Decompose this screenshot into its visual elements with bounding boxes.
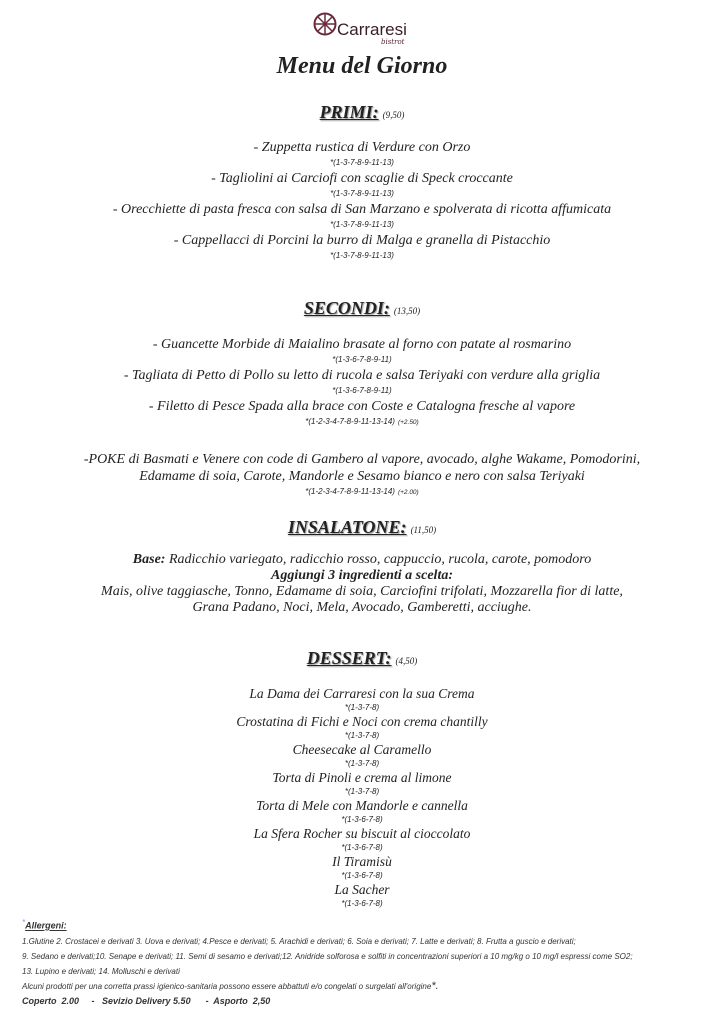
dish-name: - Tagliolini ai Carciofi con scaglie di Speck croccante bbox=[211, 171, 513, 186]
logo-name: Carraresi bbox=[337, 20, 407, 39]
secondi-heading bbox=[0, 298, 724, 319]
dish-name: Torta di Pinoli e crema al limone bbox=[272, 770, 452, 785]
dish-name: - Cappellacci di Porcini la burro di Malga e granella di Pistacchio bbox=[173, 233, 551, 248]
primi-list bbox=[0, 139, 724, 263]
section-title: SECONDI: bbox=[303, 298, 390, 318]
allergen-codes: *(1-3-6-7-8) bbox=[341, 815, 383, 824]
allergen-codes: *(1-3-7-8) bbox=[344, 787, 380, 796]
wheel-logo-icon bbox=[313, 12, 337, 36]
primi-heading bbox=[0, 102, 724, 123]
allergen-list: *(1-2-3-4-7-8-9-11-13-14) bbox=[305, 417, 395, 426]
allergen-footer bbox=[22, 915, 633, 1009]
dessert-list bbox=[0, 686, 724, 910]
secondi-list bbox=[0, 336, 724, 500]
allergen-codes: *(1-3-7-8-9-11-13) bbox=[330, 220, 394, 229]
base-line bbox=[133, 552, 591, 568]
allergen-codes: *(1-3-7-8-9-11-13) bbox=[330, 251, 394, 260]
allergen-codes: *(1-3-6-7-8) bbox=[341, 871, 383, 880]
allergen-codes: *(1-3-7-8) bbox=[344, 731, 380, 740]
dish-name: Torta di Mele con Mandorle e cannella bbox=[256, 798, 468, 813]
surcharge: (+2.50) bbox=[397, 419, 419, 426]
allergens-line-2: 9. Sedano e derivati;10. Senape e derivati; 11. Semi di sesamo e derivati;12. Anidride solforosa e solfiti in concentrazioni superiori a 10 mg/kg o 10 mg/l espressi come SO2; bbox=[22, 951, 633, 961]
page-title: Menu del Giorno bbox=[276, 53, 448, 79]
base-ingredients: Radicchio variegato, radicchio rosso, cappuccio, rucola, carote, pomodoro bbox=[168, 552, 592, 567]
dish-name: Crostatina di Fichi e Noci con crema chantilly bbox=[236, 714, 488, 729]
insalatone-details bbox=[0, 552, 724, 616]
section-title: INSALATONE: bbox=[287, 517, 407, 537]
allergen-codes: *(1-3-6-7-8-9-11) bbox=[332, 355, 392, 364]
allergen-codes: *(1-3-6-7-8) bbox=[341, 843, 383, 852]
allergens-line-1: 1.Glutine 2. Crostacei e derivati 3. Uova e derivati; 4.Pesce e derivati; 5. Arachidi e derivati; 6. Soia e derivati; 7. Latte e derivati; 8. Frutta a guscio e derivati; bbox=[22, 936, 576, 946]
base-label: Base: bbox=[132, 552, 166, 567]
allergen-codes: *(1-3-7-8) bbox=[344, 759, 380, 768]
allergen-codes: *(1-3-7-8-9-11-13) bbox=[330, 189, 394, 198]
dish-name: Il Tiramisù bbox=[332, 854, 392, 869]
note-asterisk: *. bbox=[431, 979, 439, 992]
allergens-heading: Allergeni: bbox=[25, 920, 67, 931]
add-options-1: Mais, olive taggiasche, Tonno, Edamame di soia, Carciofini trifolati, Mozzarella fior di latte, bbox=[101, 584, 623, 599]
section-price: (9,50) bbox=[382, 110, 405, 120]
allergen-codes bbox=[305, 415, 418, 430]
frozen-note: Alcuni prodotti per una corretta prassi igienico-sanitaria possono essere abbattuti e/o congelati o surgelati all'origine bbox=[22, 981, 432, 991]
allergen-codes: *(1-3-7-8-9-11-13) bbox=[330, 158, 394, 167]
dish-name: - Orecchiette di pasta fresca con salsa di San Marzano e spolverata di ricotta affumicata bbox=[112, 202, 612, 217]
frozen-note-row bbox=[22, 979, 633, 994]
section-price: (4,50) bbox=[395, 656, 418, 666]
dish-name: - Filetto di Pesce Spada alla brace con Coste e Catalogna fresche al vapore bbox=[148, 399, 576, 414]
allergen-codes bbox=[305, 485, 418, 500]
allergen-codes: *(1-3-7-8) bbox=[344, 703, 380, 712]
dish-name: - Tagliata di Petto di Pollo su letto di rucola e salsa Teriyaki con verdure alla griglia bbox=[123, 368, 601, 383]
dish-name: La Dama dei Carraresi con la sua Crema bbox=[249, 686, 475, 701]
dish-name: - Guancette Morbide di Maialino brasate al forno con patate al rosmarino bbox=[152, 337, 572, 352]
dish-name: - Zuppetta rustica di Verdure con Orzo bbox=[253, 140, 471, 155]
poke-line-1: -POKE di Basmati e Venere con code di Gambero al vapore, avocado, alghe Wakame, Pomodorini, bbox=[83, 452, 641, 467]
add-label: Aggiungi 3 ingredienti a scelta: bbox=[270, 568, 453, 583]
allergen-codes: *(1-3-6-7-8-9-11) bbox=[332, 386, 392, 395]
asterisk: * bbox=[22, 918, 26, 927]
service-fees: Coperto 2.00 - Sevizio Delivery 5.50 - Asporto 2,50 bbox=[22, 995, 271, 1006]
section-title: PRIMI: bbox=[319, 102, 379, 122]
allergen-list: *(1-2-3-4-7-8-9-11-13-14) bbox=[305, 487, 395, 496]
dish-name: Cheesecake al Caramello bbox=[292, 742, 432, 757]
section-price: (11,50) bbox=[410, 525, 437, 535]
insalatone-heading bbox=[0, 517, 724, 538]
add-options-2: Grana Padano, Noci, Mela, Avocado, Gamberetti, acciughe. bbox=[192, 600, 532, 615]
dish-name: La Sacher bbox=[334, 882, 390, 897]
poke-line-2: Edamame di soia, Carote, Mandorle e Sesamo bianco e nero con salsa Teriyaki bbox=[139, 469, 585, 484]
section-price: (13,50) bbox=[393, 306, 421, 316]
allergens-heading-row bbox=[22, 915, 633, 934]
dish-name: La Sfera Rocher su biscuit al cioccolato bbox=[253, 826, 471, 841]
dessert-heading bbox=[0, 648, 724, 669]
allergen-codes: *(1-3-6-7-8) bbox=[341, 899, 383, 908]
section-title: DESSERT: bbox=[306, 648, 392, 668]
logo bbox=[313, 8, 423, 48]
logo-subtitle: bistrot bbox=[381, 38, 405, 46]
allergens-line-3: 13. Lupino e derivati; 14. Molluschi e derivati bbox=[22, 966, 180, 976]
surcharge: (+2.00) bbox=[397, 489, 419, 496]
